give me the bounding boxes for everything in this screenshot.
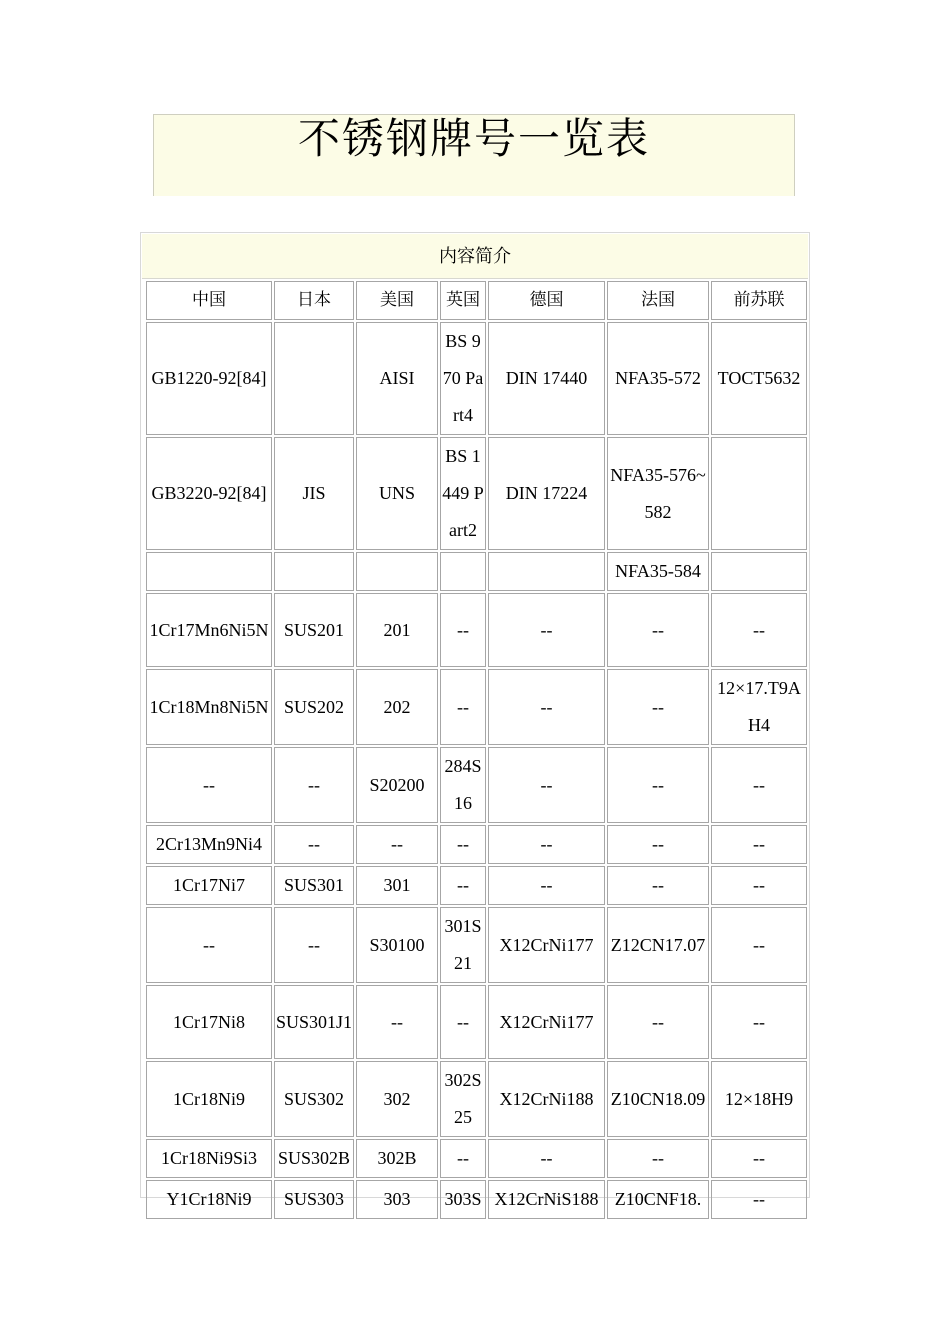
col-header-japan: 日本 [274, 281, 354, 320]
table-cell: UNS [356, 437, 438, 550]
table-cell: -- [440, 866, 486, 905]
table-cell: -- [356, 985, 438, 1059]
table-cell: -- [711, 1180, 807, 1219]
header-row [146, 281, 807, 320]
table-row [146, 825, 807, 864]
table-cell: DIN 17224 [488, 437, 605, 550]
table-cell: -- [711, 747, 807, 823]
table-cell: NFA35-576~582 [607, 437, 709, 550]
table-cell: -- [607, 669, 709, 745]
table-cell: SUS202 [274, 669, 354, 745]
table-row [146, 322, 807, 435]
table-cell: SUS201 [274, 593, 354, 667]
table-cell [274, 552, 354, 591]
table-cell: -- [607, 825, 709, 864]
table-cell: -- [607, 1139, 709, 1178]
table-cell: -- [607, 866, 709, 905]
table-cell: 12×17.T9AH4 [711, 669, 807, 745]
table-cell [274, 322, 354, 435]
table-cell: TOCT5632 [711, 322, 807, 435]
table-cell: -- [711, 985, 807, 1059]
table-cell [356, 552, 438, 591]
table-cell: -- [607, 593, 709, 667]
col-header-china: 中国 [146, 281, 272, 320]
col-header-uk: 英国 [440, 281, 486, 320]
table-cell: JIS [274, 437, 354, 550]
table-cell: 301S21 [440, 907, 486, 983]
table-cell: -- [711, 866, 807, 905]
table-cell: GB1220-92[84] [146, 322, 272, 435]
table-cell: -- [146, 747, 272, 823]
table-cell: Z10CN18.09 [607, 1061, 709, 1137]
table-cell: -- [274, 747, 354, 823]
table-cell: 302 [356, 1061, 438, 1137]
table-row [146, 747, 807, 823]
table-row [146, 866, 807, 905]
table-cell [146, 552, 272, 591]
table-cell: -- [488, 1139, 605, 1178]
table-row [146, 552, 807, 591]
table-viewport [144, 279, 807, 1209]
table-row [146, 985, 807, 1059]
table-cell: SUS302 [274, 1061, 354, 1137]
table-row [146, 907, 807, 983]
table-cell: 302S25 [440, 1061, 486, 1137]
table-cell [711, 552, 807, 591]
table-cell: -- [711, 1139, 807, 1178]
table-cell: DIN 17440 [488, 322, 605, 435]
table-cell: -- [488, 593, 605, 667]
title-banner [153, 114, 795, 196]
col-header-usa: 美国 [356, 281, 438, 320]
table-cell: -- [440, 1139, 486, 1178]
col-header-france: 法国 [607, 281, 709, 320]
table-cell: BS 1449 Part2 [440, 437, 486, 550]
grade-table [144, 279, 809, 1221]
table-cell: -- [607, 985, 709, 1059]
table-cell: AISI [356, 322, 438, 435]
table-cell: NFA35-572 [607, 322, 709, 435]
table-row [146, 669, 807, 745]
table-cell: -- [440, 985, 486, 1059]
table-cell: 1Cr18Mn8Ni5N [146, 669, 272, 745]
table-cell: SUS302B [274, 1139, 354, 1178]
table-cell: -- [488, 825, 605, 864]
table-cell: 1Cr17Mn6Ni5N [146, 593, 272, 667]
table-cell: X12CrNi177 [488, 985, 605, 1059]
table-caption: 内容简介 [142, 234, 808, 279]
table-cell: 202 [356, 669, 438, 745]
table-cell: -- [356, 825, 438, 864]
table-cell: 1Cr18Ni9 [146, 1061, 272, 1137]
table-cell: -- [440, 825, 486, 864]
table-row [146, 1180, 807, 1219]
table-row [146, 593, 807, 667]
table-cell: -- [711, 907, 807, 983]
table-cell: Y1Cr18Ni9 [146, 1180, 272, 1219]
table-cell: S30100 [356, 907, 438, 983]
table-cell: 1Cr17Ni8 [146, 985, 272, 1059]
table-cell: 1Cr18Ni9Si3 [146, 1139, 272, 1178]
table-cell: SUS303 [274, 1180, 354, 1219]
table-cell: 12×18H9 [711, 1061, 807, 1137]
table-cell: -- [488, 866, 605, 905]
table-cell: -- [440, 669, 486, 745]
table-cell: 284S16 [440, 747, 486, 823]
col-header-germany: 德国 [488, 281, 605, 320]
table-cell: NFA35-584 [607, 552, 709, 591]
table-cell: X12CrNiS188 [488, 1180, 605, 1219]
table-cell: 2Cr13Mn9Ni4 [146, 825, 272, 864]
table-cell: BS 970 Part4 [440, 322, 486, 435]
table-cell: GB3220-92[84] [146, 437, 272, 550]
table-cell: X12CrNi188 [488, 1061, 605, 1137]
col-header-ussr: 前苏联 [711, 281, 807, 320]
table-cell: X12CrNi177 [488, 907, 605, 983]
table-cell: 303S [440, 1180, 486, 1219]
table-cell [488, 552, 605, 591]
table-cell: 301 [356, 866, 438, 905]
page-title: 不锈钢牌号一览表 [297, 114, 650, 163]
table-cell [711, 437, 807, 550]
table-cell: -- [274, 825, 354, 864]
table-cell: Z12CN17.07 [607, 907, 709, 983]
table-cell: -- [607, 747, 709, 823]
table-cell: -- [488, 747, 605, 823]
table-cell: Z10CNF18. [607, 1180, 709, 1219]
table-cell: 302B [356, 1139, 438, 1178]
grade-table-panel [140, 232, 810, 1209]
table-cell: 1Cr17Ni7 [146, 866, 272, 905]
table-row [146, 1139, 807, 1178]
table-cell: SUS301J1 [274, 985, 354, 1059]
table-row [146, 1061, 807, 1137]
table-cell: -- [488, 669, 605, 745]
table-cell: -- [440, 593, 486, 667]
table-cell: 201 [356, 593, 438, 667]
table-cell: -- [274, 907, 354, 983]
table-cell: -- [711, 593, 807, 667]
table-row [146, 437, 807, 550]
table-cell: S20200 [356, 747, 438, 823]
table-cell: 303 [356, 1180, 438, 1219]
table-cell: -- [711, 825, 807, 864]
table-cell [440, 552, 486, 591]
table-cell: -- [146, 907, 272, 983]
table-cell: SUS301 [274, 866, 354, 905]
